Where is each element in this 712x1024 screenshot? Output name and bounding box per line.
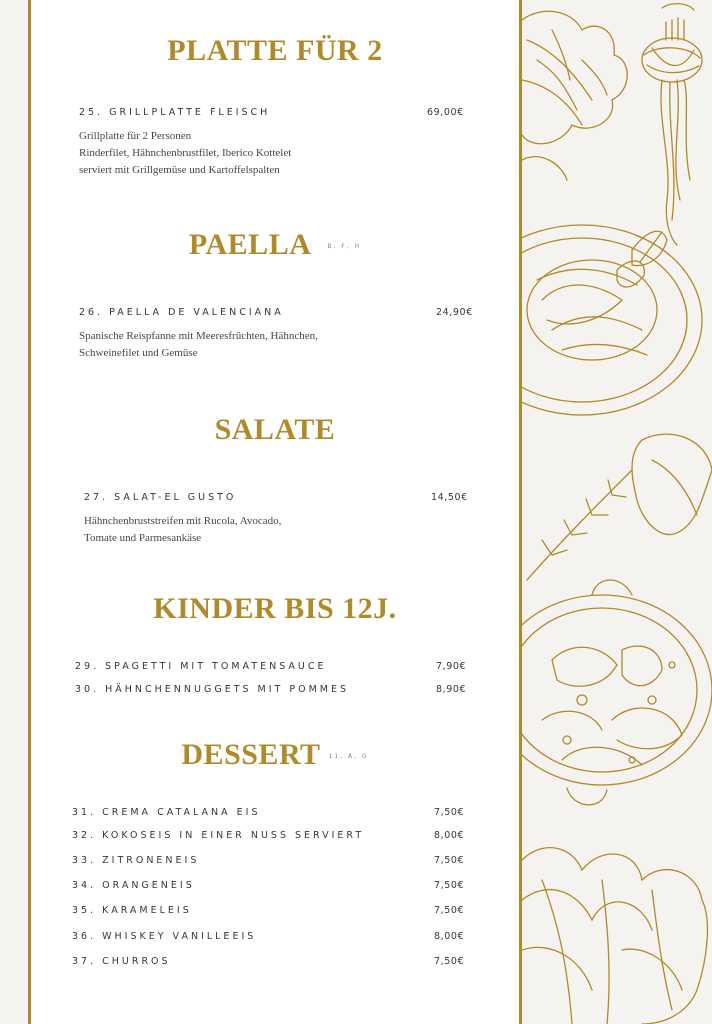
menu-item-name: 27. SALAT-EL GUSTO [84,492,237,503]
menu-item-price: 8,00€ [434,931,465,942]
food-illustration-column [522,0,712,1024]
section-title-kinder: KINDER BIS 12J. [153,592,397,625]
lettuce-leaves-illustration [522,11,627,180]
menu-item-name: 37. CHURROS [72,956,171,967]
menu-item-name: 26. PAELLA DE VALENCIANA [79,307,284,318]
menu-item-name: 34. ORANGENEIS [72,880,195,891]
menu-item-description: Spanische Reispfanne mit Meeresfrüchten, Hähnchen, Schweinefilet und Gemüse [79,330,318,359]
rosemary-illustration [527,434,712,580]
menu-item-price: 7,50€ [434,855,465,866]
pasta-plate-illustration [522,225,702,415]
menu-item-price: 8,90€ [436,684,467,695]
spaghetti-fork-illustration [642,4,702,245]
menu-item-name: 36. WHISKEY VANILLEEIS [72,931,257,942]
menu-item-name: 29. SPAGETTI MIT TOMATENSAUCE [75,661,327,672]
menu-item-name: 32. KOKOSEIS IN EINER NUSS SERVIERT [72,830,365,841]
menu-item-price: 7,50€ [434,956,465,967]
menu-item-price: 24,90€ [436,307,473,318]
section-title-dessert-text: DESSERT [181,738,321,771]
allergen-tag: B, F, H [327,243,362,250]
menu-item-name: 30. HÄHNCHENNUGGETS MIT POMMES [75,684,349,695]
menu-item-name: 25. GRILLPLATTE FLEISCH [79,107,271,118]
paella-pan-illustration [522,580,712,805]
section-title-paella [31,228,519,262]
menu-item-price: 7,90€ [436,661,467,672]
section-title-platte: PLATTE FÜR 2 [167,34,383,67]
food-illustrations [522,0,712,1024]
menu-item-price: 8,00€ [434,830,465,841]
menu-item-price: 7,50€ [434,905,465,916]
lettuce-bunch-illustration [522,848,707,1024]
menu-item-name: 31. CREMA CATALANA EIS [72,807,261,818]
section-title-dessert [31,738,519,772]
section-title-paella-text: PAELLA [188,228,312,261]
menu-item-price: 7,50€ [434,880,465,891]
menu-item-name: 33. ZITRONENEIS [72,855,200,866]
menu-item-description: Hähnchenbruststreifen mit Rucola, Avocado, Tomate und Parmesankäse [84,515,282,544]
menu-item-price: 14,50€ [431,492,468,503]
menu-item-price: 69,00€ [427,107,464,118]
menu-item-description: Grillplatte für 2 Personen Rinderfilet, Hähnchenbrustfilet, Iberico Kottelet serviert mit Grillgemüse und Kartoffelspalten [79,130,292,176]
allergen-tag: 11, A, G [328,753,369,760]
menu-item-name: 35. KARAMELEIS [72,905,192,916]
section-title-salate: SALATE [214,413,336,446]
menu-item-price: 7,50€ [434,807,465,818]
